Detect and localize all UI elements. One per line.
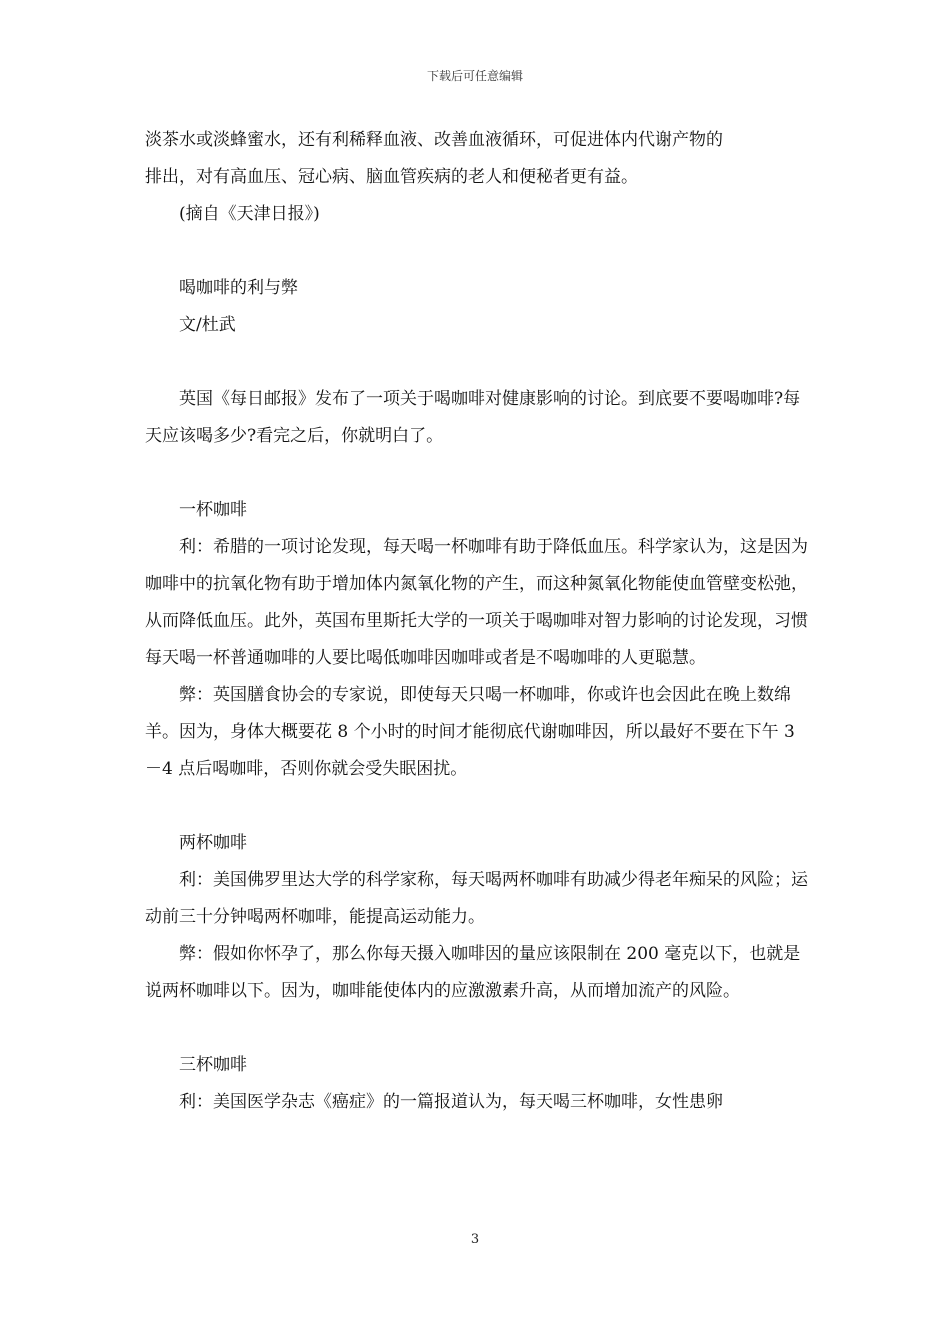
section-heading: 三杯咖啡 [179,1055,247,1075]
document-body [145,122,808,1121]
section-heading: 一杯咖啡 [179,500,247,520]
pro-paragraph: 利：美国医学杂志《癌症》的一篇报道认为，每天喝三杯咖啡，女性患卵 [179,1092,723,1112]
article-author: 文/杜武 [179,315,236,335]
page-number: 3 [470,1232,480,1247]
con-paragraph: 弊：英国膳食协会的专家说，即使每天只喝一杯咖啡，你或许也会因此在晚上数绵羊。因为，身体大概要花 8 个小时的时间才能彻底代谢咖啡因，所以最好不要在下午 3－4 点后喝咖啡，否则你就会受失眠困扰。 [145,685,795,779]
page-header-note: 下载后可任意编辑 [426,69,523,83]
article-title: 喝咖啡的利与弊 [179,278,298,298]
paragraph-line: 淡茶水或淡蜂蜜水，还有利稀释血液、改善血液循环，可促进体内代谢产物的 [145,130,723,150]
pro-paragraph: 利：希腊的一项讨论发现，每天喝一杯咖啡有助于降低血压。科学家认为，这是因为咖啡中的抗氧化物有助于增加体内氮氧化物的产生，而这种氮氧化物能使血管壁变松弛，从而降低血压。此外，英国布里斯托大学的一项关于喝咖啡对智力影响的讨论发现，习惯每天喝一杯普通咖啡的人要比喝低咖啡因咖啡或者是不喝咖啡的人更聪慧。 [145,537,808,668]
con-paragraph: 弊：假如你怀孕了，那么你每天摄入咖啡因的量应该限制在 200 毫克以下，也就是说两杯咖啡以下。因为，咖啡能使体内的应激激素升高，从而增加流产的风险。 [145,944,801,1001]
intro-paragraph: 英国《每日邮报》发布了一项关于喝咖啡对健康影响的讨论。到底要不要喝咖啡?每天应该喝多少?看完之后，你就明白了。 [145,389,801,446]
pro-paragraph: 利：美国佛罗里达大学的科学家称，每天喝两杯咖啡有助减少得老年痴呆的风险；运动前三十分钟喝两杯咖啡，能提高运动能力。 [145,870,808,927]
source-citation: (摘自《天津日报》) [179,204,320,224]
paragraph-line: 排出，对有高血压、冠心病、脑血管疾病的老人和便秘者更有益。 [145,167,638,187]
section-heading: 两杯咖啡 [179,833,247,853]
